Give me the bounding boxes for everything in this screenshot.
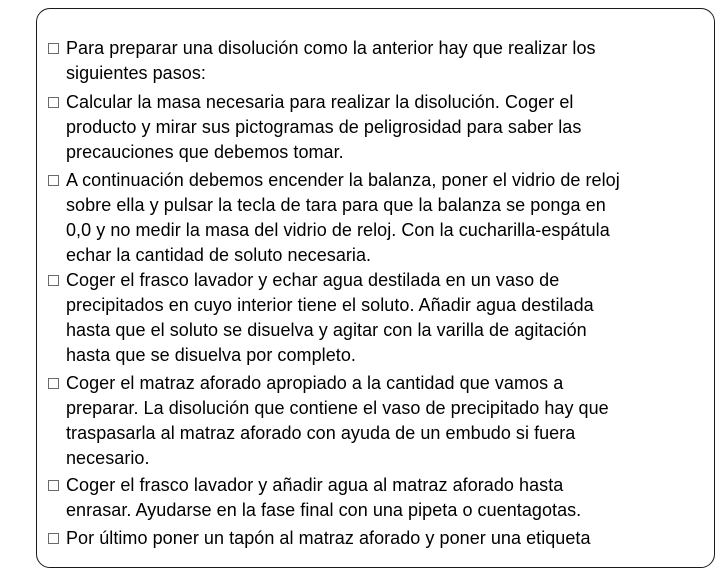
bullet-item	[48, 90, 714, 165]
bullet-item	[48, 371, 714, 471]
bullet-line: siguientes pasos:	[66, 63, 206, 83]
bullet-line: A continuación debemos encender la balanza, poner el vidrio de reloj	[66, 170, 620, 190]
bullet-box-icon	[48, 43, 59, 54]
bullet-box-icon	[48, 533, 59, 544]
bullet-line: producto y mirar sus pictogramas de peligrosidad para saber las	[66, 117, 582, 137]
bullet-text	[66, 473, 714, 523]
bullet-box-icon	[48, 175, 59, 186]
bullet-box-icon	[48, 480, 59, 491]
bullet-line: echar la cantidad de soluto necesaria.	[66, 245, 372, 265]
bullet-text	[66, 90, 714, 165]
bullet-text	[66, 371, 714, 471]
bullet-line: 0,0 y no medir la masa del vidrio de reloj. Con la cucharilla-espátula	[66, 220, 610, 240]
bullet-line: enrasar. Ayudarse en la fase final con una pipeta o cuentagotas.	[66, 500, 582, 520]
bullet-line: Calcular la masa necesaria para realizar la disolución. Coger el	[66, 92, 574, 112]
bullet-text	[66, 168, 714, 268]
bullet-line: Coger el frasco lavador y echar agua destilada en un vaso de	[66, 270, 560, 290]
bullet-text	[66, 268, 714, 368]
bullet-line: hasta que se disuelva por completo.	[66, 345, 356, 365]
bullet-item	[48, 526, 714, 551]
bullet-text	[66, 36, 714, 86]
bullet-line: Para preparar una disolución como la anterior hay que realizar los	[66, 38, 596, 58]
bullet-line: Por último poner un tapón al matraz aforado y poner una etiqueta	[66, 528, 591, 548]
bullet-text	[66, 526, 714, 551]
bullet-line: sobre ella y pulsar la tecla de tara para que la balanza se ponga en	[66, 195, 606, 215]
bullet-line: Coger el matraz aforado apropiado a la cantidad que vamos a	[66, 373, 564, 393]
bullet-box-icon	[48, 275, 59, 286]
bullet-line: necesario.	[66, 448, 150, 468]
bullet-box-icon	[48, 97, 59, 108]
bullet-line: hasta que el soluto se disuelva y agitar con la varilla de agitación	[66, 320, 587, 340]
bullet-line: precauciones que debemos tomar.	[66, 142, 344, 162]
bullet-item	[48, 168, 714, 268]
bullet-line: precipitados en cuyo interior tiene el soluto. Añadir agua destilada	[66, 295, 594, 315]
bullet-box-icon	[48, 378, 59, 389]
bullet-line: Coger el frasco lavador y añadir agua al matraz aforado hasta	[66, 475, 564, 495]
bullet-item	[48, 473, 714, 523]
bullet-line: preparar. La disolución que contiene el vaso de precipitado hay que	[66, 398, 609, 418]
bullet-line: traspasarla al matraz aforado con ayuda de un embudo si fuera	[66, 423, 576, 443]
bullet-item	[48, 268, 714, 368]
bullet-item	[48, 36, 714, 86]
